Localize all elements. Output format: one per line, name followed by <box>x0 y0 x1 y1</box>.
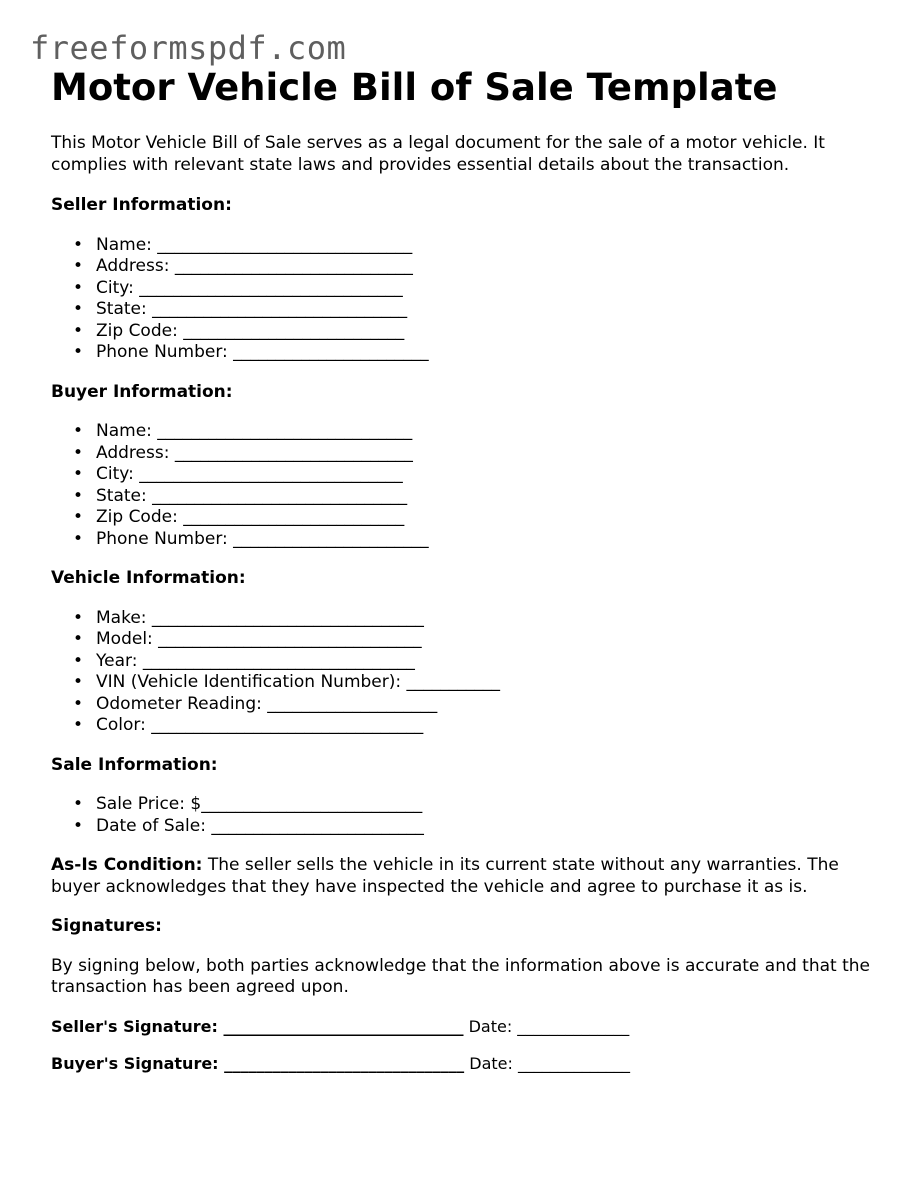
buyer-phone-field[interactable]: • Phone Number: _______________________ <box>73 528 429 549</box>
bullet-icon: • <box>73 507 84 527</box>
signatures-heading: Signatures: <box>51 916 162 936</box>
seller-city-field[interactable]: • City: _______________________________ <box>73 277 403 298</box>
vehicle-year-field[interactable]: • Year: ________________________________ <box>73 650 415 671</box>
bullet-icon: • <box>73 794 84 814</box>
buyer-field-list <box>51 421 891 550</box>
bullet-icon: • <box>73 672 84 692</box>
bullet-icon: • <box>73 629 84 649</box>
vehicle-section-heading: Vehicle Information: <box>51 568 246 588</box>
bullet-icon: • <box>73 256 84 276</box>
bullet-icon: • <box>73 299 84 319</box>
bullet-icon: • <box>73 815 84 836</box>
sale-section-heading: Sale Information: <box>51 754 218 775</box>
vehicle-vin-field[interactable]: • VIN (Vehicle Identification Number): ___________ <box>73 672 501 692</box>
seller-state-field[interactable]: • State: ______________________________ <box>73 299 408 319</box>
vehicle-color-field[interactable]: • Color: ________________________________ <box>73 715 424 735</box>
seller-field-list <box>51 235 891 364</box>
document-body <box>51 66 891 1073</box>
buyer-section-heading: Buyer Information: <box>51 381 233 402</box>
bullet-icon: • <box>73 693 84 714</box>
buyer-name-field[interactable]: • Name: ______________________________ <box>73 421 413 441</box>
seller-section-heading: Seller Information: <box>51 195 232 215</box>
seller-name-field[interactable]: • Name: ______________________________ <box>73 234 413 255</box>
as-is-condition-text: The seller sells the vehicle in its current state without any warranties. The buyer acknowledges that they have inspected the vehicle and agree to purchase it as is. <box>51 855 839 897</box>
intro-paragraph: This Motor Vehicle Bill of Sale serves as a legal document for the sale of a motor vehicle. It complies with relevant state laws and provides essential details about the transaction. <box>51 133 825 175</box>
bullet-icon: • <box>73 650 84 671</box>
bullet-icon: • <box>73 277 84 298</box>
sale-field-list <box>51 794 891 837</box>
site-watermark: freeformspdf.com <box>30 29 347 67</box>
bullet-icon: • <box>73 464 84 484</box>
buyer-signature-date: Date: ______________ <box>464 1053 630 1073</box>
bullet-icon: • <box>73 234 84 255</box>
buyer-signature-label: Buyer's Signature: ______________________________ <box>51 1053 465 1073</box>
bullet-icon: • <box>73 528 84 549</box>
vehicle-model-field[interactable]: • Model: _______________________________ <box>73 629 422 649</box>
as-is-condition-label: As-Is Condition: <box>51 855 203 875</box>
sale-price-field[interactable]: • Sale Price: $__________________________ <box>73 794 423 814</box>
vehicle-field-list <box>51 608 891 737</box>
signatures-intro: By signing below, both parties acknowledge that the information above is accurate and that the transaction has been agreed upon. <box>51 955 871 997</box>
sale-date-field[interactable]: • Date of Sale: _________________________ <box>73 815 424 836</box>
bullet-icon: • <box>73 715 84 735</box>
bullet-icon: • <box>73 607 84 628</box>
bullet-icon: • <box>73 342 84 362</box>
seller-signature-label: Seller's Signature: ______________________________ <box>51 1016 464 1036</box>
seller-signature-line[interactable] <box>51 1017 891 1036</box>
buyer-zip-field[interactable]: • Zip Code: __________________________ <box>73 507 405 527</box>
seller-signature-date: Date: ______________ <box>463 1016 630 1036</box>
buyer-city-field[interactable]: • City: _______________________________ <box>73 464 403 484</box>
vehicle-odometer-field[interactable]: • Odometer Reading: ____________________ <box>73 693 438 714</box>
bullet-icon: • <box>73 442 84 463</box>
page-title: Motor Vehicle Bill of Sale Template <box>51 66 778 109</box>
seller-zip-field[interactable]: • Zip Code: __________________________ <box>73 320 405 341</box>
seller-address-field[interactable]: • Address: ____________________________ <box>73 256 413 276</box>
bullet-icon: • <box>73 421 84 441</box>
vehicle-make-field[interactable]: • Make: ________________________________ <box>73 607 424 628</box>
bullet-icon: • <box>73 485 84 506</box>
buyer-address-field[interactable]: • Address: ____________________________ <box>73 442 413 463</box>
as-is-condition-paragraph <box>51 855 891 898</box>
buyer-state-field[interactable]: • State: ______________________________ <box>73 485 408 506</box>
buyer-signature-line[interactable] <box>51 1054 891 1073</box>
seller-phone-field[interactable]: • Phone Number: _______________________ <box>73 342 429 362</box>
bullet-icon: • <box>73 320 84 341</box>
